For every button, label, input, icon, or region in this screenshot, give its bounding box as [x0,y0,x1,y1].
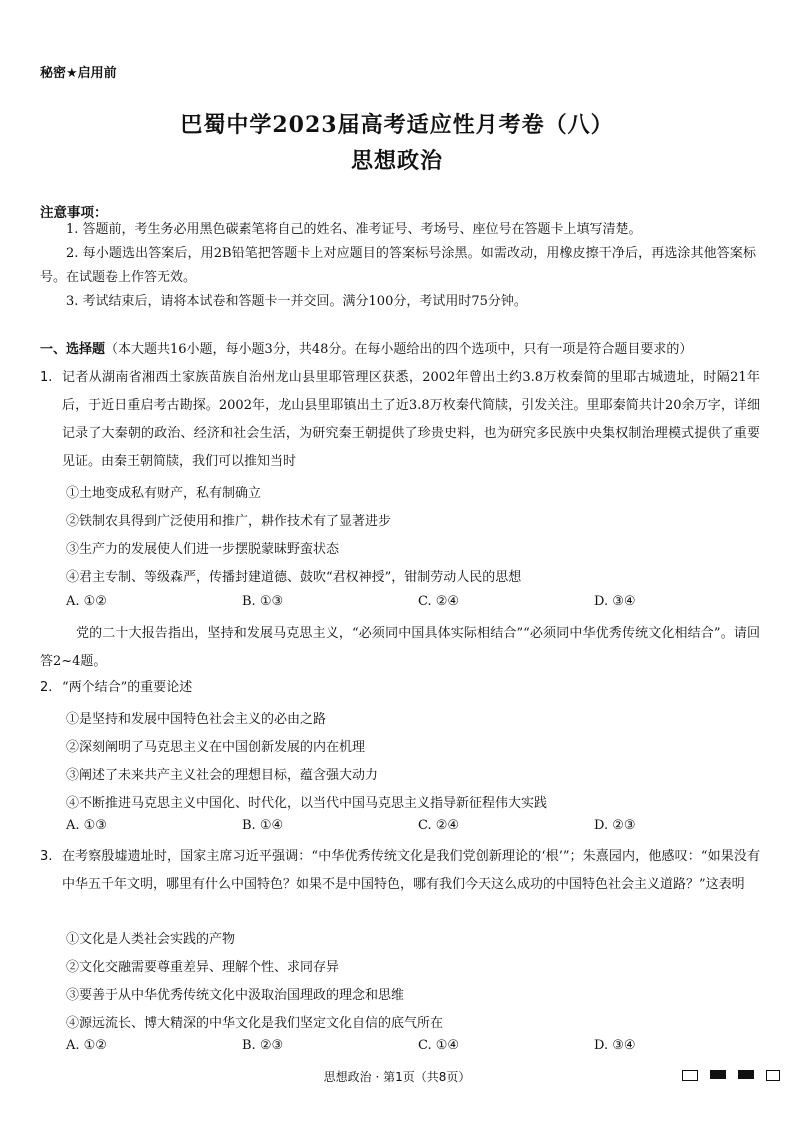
confidential-label: 秘密★启用前 [40,66,117,81]
option-d[interactable]: D. ②③ [594,818,636,833]
q1-statement-2: ②铁制农具得到广泛使用和推广，耕作技术有了显著进步 [66,514,392,529]
notice-item-2: 2. 每小题选出答案后，用2B铅笔把答题卡上对应题目的答案标号涂黑。如需改动，用橡皮擦干净后，再选涂其他答案标号。在试题卷上作答无效。 [40,246,756,285]
hollow-mark-icon [682,1070,698,1081]
q3-options [66,1038,746,1062]
exam-title: 巴蜀中学2023届高考适应性月考卷（八） [180,112,614,138]
question-text: 在考察殷墟遗址时，国家主席习近平强调：“中华优秀传统文化是我们党创新理论的‘根’”；朱熹园内，他感叹：“如果没有中华五千年文明，哪里有什么中国特色？如果不是中国特色，哪有我们今天这么成功的中国特色社会主义道路？”这表明 [62,849,760,892]
q3-statement-4: ④源远流长、博大精深的中华文化是我们坚定文化自信的底气所在 [66,1016,444,1031]
notice-heading: 注意事项： [40,205,108,221]
section-heading [40,338,760,357]
hollow-mark-icon [766,1070,780,1081]
q1-options [66,594,746,618]
question-1-stem [40,364,760,476]
option-a[interactable]: A. ①② [66,594,107,609]
option-a[interactable]: A. ①③ [66,818,107,833]
option-d[interactable]: D. ③④ [594,1038,636,1053]
q1-statement-1: ①土地变成私有财产，私有制确立 [66,486,262,501]
q3-statement-3: ③要善于从中华优秀传统文化中汲取治国理政的理念和思维 [66,988,405,1003]
q3-statement-1: ①文化是人类社会实践的产物 [66,932,236,947]
solid-mark-icon [710,1070,726,1079]
exam-subject: 思想政治 [350,148,443,174]
section-description: （本大题共16小题，每小题3分，共48分。在每小题给出的四个选项中，只有一项是符合题目要求的） [105,342,693,357]
section-title: 一、选择题 [40,342,106,357]
q2-statement-1: ①是坚持和发展中国特色社会主义的必由之路 [66,712,327,727]
question-2-stem [40,674,760,702]
question-text: “两个结合”的重要论述 [62,680,193,695]
question-text: 记者从湖南省湘西土家族苗族自治州龙山县里耶管理区获悉，2002年曾出土约3.8万枚秦简的里耶古城遗址，时隔21年后，于近日重启考古勘探。2002年，龙山县里耶镇出土了近3.8万枚秦代简牍，引发关注。里耶秦简共计20余万字，详细记录了大秦朝的政治、经济和社会生活，为研究秦王朝提供了珍贵史料，也为研究多民族中央集权制治理模式提供了重要见证。由秦王朝简牍，我们可以推知当时 [62,370,760,469]
notice-item-3: 3. 考试结束后，请将本试卷和答题卡一并交回。满分100分，考试用时75分钟。 [66,294,527,309]
option-c[interactable]: C. ②④ [418,818,460,833]
notice-item-1: 1. 答题前，考生务必用黑色碳素笔将自己的姓名、准考证号、考场号、座位号在答题卡上填写清楚。 [66,222,642,237]
question-number: 1. [40,370,53,385]
option-b[interactable]: B. ②③ [242,1038,284,1053]
q2-statement-4: ④不断推进马克思主义中国化、时代化，以当代中国马克思主义指导新征程伟大实践 [66,796,548,811]
question-number: 2. [40,680,53,695]
option-c[interactable]: C. ②④ [418,594,460,609]
q3-statement-2: ②文化交融需要尊重差异、理解个性、求同存异 [66,960,340,975]
q2-statement-2: ②深刻阐明了马克思主义在中国创新发展的内在机理 [66,740,366,755]
shared-material: 党的二十大报告指出，坚持和发展马克思主义，“必须同中国具体实际相结合”“必须同中华优秀传统文化相结合”。请回答2~4题。 [40,626,760,669]
option-a[interactable]: A. ①② [66,1038,107,1053]
solid-mark-icon [738,1070,754,1079]
q1-statement-3: ③生产力的发展使人们进一步摆脱蒙昧野蛮状态 [66,542,340,557]
question-number: 3. [40,849,53,864]
option-c[interactable]: C. ①④ [418,1038,460,1053]
question-3-stem [40,843,760,899]
q2-options [66,818,746,842]
option-b[interactable]: B. ①③ [242,594,284,609]
scan-alignment-marks [680,1068,780,1082]
option-b[interactable]: B. ①④ [242,818,284,833]
q2-statement-3: ③阐述了未来共产主义社会的理想目标，蕴含强大动力 [66,768,379,783]
page-footer: 思想政治 · 第1页（共8页） [323,1070,471,1084]
option-d[interactable]: D. ③④ [594,594,636,609]
q1-statement-4: ④君主专制、等级森严，传播封建道德、鼓吹“君权神授”，钳制劳动人民的思想 [66,570,522,585]
